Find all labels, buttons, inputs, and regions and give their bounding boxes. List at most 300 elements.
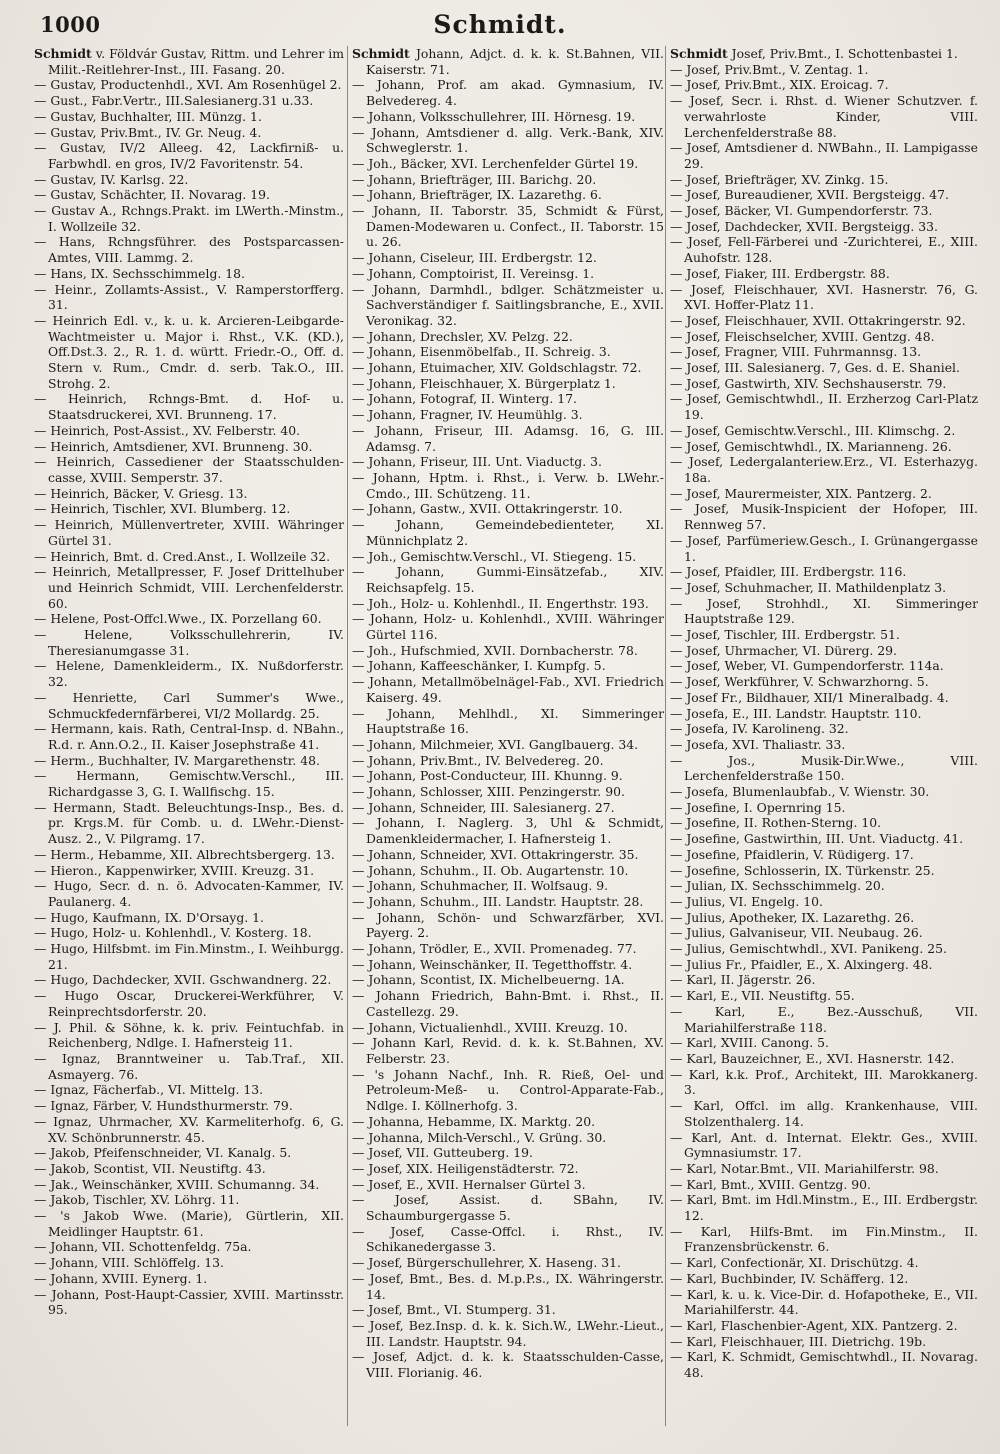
entry-text: — Josef, Briefträger, XV. Zinkg. 15. [670,171,889,187]
entry-text: — Josef, Gastwirth, XIV. Sechshauserstr. 79. [670,375,947,391]
directory-entry [352,784,664,800]
directory-entry [34,549,344,565]
directory-entry [34,501,344,517]
directory-entry [670,658,978,674]
directory-entry [352,46,664,77]
directory-entry [670,580,978,596]
directory-entry [352,501,664,517]
directory-entry [352,1130,664,1146]
entry-text: — Josef, Parfümeriew.Gesch., I. Grünangergasse 1. [670,532,978,564]
entry-text: — Josefine, II. Rothen-Sterng. 10. [670,815,882,831]
directory-entry [670,282,978,313]
entry-text: — Heinrich, Cassediener der Staatsschulden-casse, XVIII. Semperstr. 37. [34,454,344,485]
directory-entry [352,1114,664,1130]
directory-entry [34,266,344,282]
directory-entry [34,564,344,611]
entry-text: — Josef, Bez.Insp. d. k. k. Sich.W., LWehr.-Lieut., III. Landstr. Hauptstr. 94. [352,1317,664,1349]
entry-text: — Johann Friedrich, Bahn-Bmt. i. Rhst., II. Castellezg. 29. [352,988,664,1019]
directory-entry [352,407,664,423]
entry-text: — Herm., Buchhalter, IV. Margarethenstr. 48. [34,752,320,768]
directory-entry [34,1287,344,1318]
directory-entry [34,941,344,972]
entry-text: — Johann, Comptoirist, II. Vereinsg. 1. [352,265,595,281]
entry-text: — Josefa, XVI. Thaliastr. 33. [670,736,846,752]
entry-text: v. Földvár Gustav, Rittm. und Lehrer im Milit.-Reitlehrer-Inst., III. Fasang. 20. [48,46,344,77]
directory-entry [352,517,664,548]
directory-entry [670,972,978,988]
directory-entry [34,910,344,926]
directory-entry [670,533,978,564]
directory-entry [34,313,344,392]
directory-entry [670,957,978,973]
entry-text: — Heinrich, Müllenvertreter, XVIII. Währinger Gürtel 31. [34,517,344,548]
directory-entry [670,344,978,360]
entry-text: — Hugo, Kaufmann, IX. D'Orsayg. 1. [34,909,264,925]
entry-text: — Karl, XVIII. Canong. 5. [670,1035,829,1051]
entry-text: — Joh., Hufschmied, XVII. Dornbacherstr. 78. [352,642,638,658]
directory-entry [34,1208,344,1239]
directory-entry [352,800,664,816]
entry-text: — Johann, Hptm. i. Rhst., i. Verw. b. LWehr.-Cmdo., III. Schützeng. 11. [352,469,664,501]
directory-entry [670,1098,978,1129]
entry-text: — Johann, Darmhdl., bdlger. Schätzmeister u. Sachverständiger f. Saitlingsbranche, E., XVII. Veronikag. 32. [352,281,664,328]
directory-entry [34,439,344,455]
entry-text: — Julian, IX. Sechsschimmelg. 20. [670,878,885,894]
directory-entry [34,753,344,769]
entry-text: — Josef, Fleischhauer, XVII. Ottakringerstr. 92. [670,312,966,328]
entry-text: — Karl, E., VII. Neustiftg. 55. [670,988,855,1004]
directory-entry [34,800,344,847]
entry-text: — Hugo, Dachdecker, XVII. Gschwandnerg. 22. [34,972,332,988]
entry-text: — Johann, Priv.Bmt., IV. Belvedereg. 20. [352,752,604,768]
entry-text: — Heinrich, Amtsdiener, XVI. Brunneng. 30. [34,438,313,454]
entry-text: — Josef, Pfaidler, III. Erdbergstr. 116. [670,564,907,580]
directory-entry [670,878,978,894]
entry-text: — Heinrich, Metallpresser, F. Josef Drittelhuber und Heinrich Schmidt, VIII. Lerchenfelderstr. 60. [34,564,344,611]
entry-text: — Johann, Schuhm., III. Landstr. Hauptstr. 28. [352,893,644,909]
entry-text: — Gustav, IV/2 Alleeg. 42, Lackfirniß- u. Farbwhdl. en gros, IV/2 Favoritenstr. 54. [34,140,344,171]
entry-text: — Josef, Bmt., VI. Stumperg. 31. [352,1302,556,1318]
entry-text: — Josef, Bmt., Bes. d. M.p.P.s., IX. Währingerstr. 14. [352,1270,664,1302]
directory-entry [670,1004,978,1035]
entry-text: — Josef, Ledergalanteriew.Erz., VI. Esterhazyg. 18a. [670,454,978,485]
entry-text: — Karl, Confectionär, XI. Drischützg. 4. [670,1255,919,1271]
entry-text: — Josef, E., XVII. Hernalser Gürtel 3. [352,1176,586,1192]
directory-entry [670,46,978,62]
directory-entry [352,391,664,407]
entry-text: — Hans, IX. Sechsschimmelg. 18. [34,265,245,281]
entry-surname: Schmidt [670,46,728,61]
page-number: 1000 [40,12,101,37]
entry-text: — Josef, Fleischselcher, XVIII. Gentzg. 48. [670,328,935,344]
entry-text: — Helene, Damenkleiderm., IX. Nußdorferstr. 32. [34,658,344,690]
entry-text: — Josef, Musik-Inspicient der Hofoper, III. Rennweg 57. [670,501,978,533]
directory-entry [34,1161,344,1177]
entry-text: — Jak., Weinschänker, XVIII. Schumanng. 34. [34,1176,320,1192]
entry-text: — Karl, Flaschenbier-Agent, XIX. Pantzerg. 2. [670,1317,958,1333]
directory-entry [670,784,978,800]
entry-text: — Josefine, Schlosserin, IX. Türkenstr. 25. [670,862,935,878]
column-2 [352,46,664,1446]
entry-text: Josef, Priv.Bmt., I. Schottenbastei 1. [731,46,958,61]
directory-entry [34,517,344,548]
directory-entry [670,800,978,816]
entry-text: — Josefine, Pfaidlerin, V. Rüdigerg. 17. [670,846,914,862]
directory-entry [352,1192,664,1223]
directory-entry [352,1145,664,1161]
directory-entry [670,234,978,265]
directory-entry [352,1255,664,1271]
entry-text: — Gustav, Buchhalter, III. Münzg. 1. [34,108,262,124]
entry-text: — Ignaz, Uhrmacher, XV. Karmeliterhofg. 6, G. XV. Schönbrunnerstr. 45. [34,1113,344,1145]
entry-text: — Hugo Oscar, Druckerei-Werkführer, V. Reinprechtsdorferstr. 20. [34,988,344,1019]
directory-entry [670,1349,978,1380]
entry-text: — Josef, Amtsdiener d. NWBahn., II. Lampigasse 29. [670,140,978,171]
entry-text: — Jakob, Scontist, VII. Neustiftg. 43. [34,1160,266,1176]
directory-entry [352,596,664,612]
entry-text: — Johann, Schneider, III. Salesianerg. 27. [352,799,615,815]
directory-entry [34,863,344,879]
entry-text: — Jakob, Tischler, XV. Löhrg. 11. [34,1192,240,1208]
directory-entry [352,988,664,1019]
entry-text: — Helene, Post-Offcl.Wwe., IX. Porzellang 60. [34,611,322,627]
entry-text: — Johann, VIII. Schlöffelg. 13. [34,1255,224,1271]
entry-text: — Ignaz, Branntweiner u. Tab.Traf., XII. Asmayerg. 76. [34,1051,344,1082]
entry-text: — Karl, II. Jägerstr. 26. [670,972,816,988]
entry-text: — Josef, Fell-Färberei und -Zurichterei, E., XIII. Auhofstr. 128. [670,234,978,266]
directory-entry [670,439,978,455]
directory-entry [352,250,664,266]
directory-entry [34,1145,344,1161]
entry-text: — Julius, Gemischtwhdl., XVI. Panikeng. 25. [670,941,947,957]
directory-entry [34,1098,344,1114]
entry-text: — Hieron., Kappenwirker, XVIII. Kreuzg. 31. [34,862,315,878]
entry-text: — Josef, Bürgerschullehrer, X. Haseng. 31. [352,1255,621,1271]
entry-text: — Hermann, Gemischtw.Verschl., III. Richardgasse 3, G. I. Wallfischg. 15. [34,768,344,800]
directory-entry [34,234,344,265]
entry-text: — Johann, Schön- und Schwarzfärber, XVI. Payerg. 2. [352,909,664,941]
directory-entry [34,454,344,485]
directory-entry [34,690,344,721]
entry-text: — Johann, Etuimacher, XIV. Goldschlagstr. 72. [352,360,642,376]
directory-entry [34,721,344,752]
entry-text: — Gust., Fabr.Vertr., III.Salesianerg.31 u.33. [34,93,314,109]
entry-text: — Johann, Kaffeeschänker, I. Kumpfg. 5. [352,658,606,674]
column-divider [347,46,348,1426]
entry-text: — Heinrich Edl. v., k. u. k. Arcieren-Leibgarde-Wachtmeister u. Major i. Rhst., V.K. (KD.), Off.Dst.3. 2., R. 1. d. württ. Friedr.-O., Off. d. Stern v. Rum., Cmdr. d. serb. Tak.O., III. Strohg. 2. [34,312,344,391]
directory-entry [352,1020,664,1036]
directory-entry [34,486,344,502]
directory-entry [670,77,978,93]
entry-text: — Hugo, Hilfsbmt. im Fin.Minstm., I. Weihburgg. 21. [34,941,344,972]
entry-text: — Karl, k. u. k. Vice-Dir. d. Hofapotheke, E., VII. Mariahilferstr. 44. [670,1286,978,1318]
entry-text: — Ignaz, Fächerfab., VI. Mittelg. 13. [34,1082,264,1098]
directory-entry [670,329,978,345]
directory-entry [670,1271,978,1287]
directory-entry [352,344,664,360]
directory-entry [670,988,978,1004]
directory-entry [34,1239,344,1255]
directory-entry [352,894,664,910]
entry-text: — Karl, Notar.Bmt., VII. Mariahilferstr. 98. [670,1160,939,1176]
directory-entry [34,1020,344,1051]
entry-text: — 's Johann Nachf., Inh. R. Rieß, Oel- und Petroleum-Meß- u. Control-Apparate-Fab., Ndlge. I. Köllnerhofg. 3. [352,1066,664,1114]
entry-text: — Josef, Tischler, III. Erdbergstr. 51. [670,627,900,643]
directory-entry [670,863,978,879]
directory-entry [352,1224,664,1255]
directory-entry [352,376,664,392]
entry-text: — Gustav, Productenhdl., XVI. Am Rosenhügel 2. [34,77,342,93]
entry-text: — Ignaz, Färber, V. Hundsthurmerstr. 79. [34,1098,293,1114]
directory-entry [352,1349,664,1380]
entry-text: — Johann, Fotograf, II. Winterg. 17. [352,391,577,407]
directory-entry [352,156,664,172]
directory-entry [670,1287,978,1318]
entry-text: — Heinrich, Rchngs-Bmt. d. Hof- u. Staatsdruckerei, XVI. Brunneng. 17. [34,391,344,423]
directory-entry [670,674,978,690]
entry-text: — Karl, Bmt. im Hdl.Minstm., E., III. Erdbergstr. 12. [670,1192,978,1224]
entry-text: — Johann, Friseur, III. Adamsg. 16, G. III. Adamsg. 7. [352,422,664,454]
entry-text: — Karl, Bmt., XVIII. Gentzg. 90. [670,1176,871,1192]
entry-text: — Johann, Briefträger, IX. Lazarethg. 6. [352,187,602,203]
directory-entry [352,611,664,642]
entry-text: — 's Jakob Wwe. (Marie), Gürtlerin, XII. Meidlinger Hauptstr. 61. [34,1208,344,1239]
entry-text: — Josef, Casse-Offcl. i. Rhst., IV. Schikanedergasse 3. [352,1223,664,1255]
entry-text: — Johann, Schuhm., II. Ob. Augartenstr. 10. [352,862,629,878]
directory-entry [670,925,978,941]
directory-entry [34,391,344,422]
entry-text: — Josef, Adjct. d. k. k. Staatsschulden-Casse, VIII. Florianig. 46. [352,1349,664,1381]
directory-entry [670,313,978,329]
directory-entry [34,423,344,439]
entry-text: — Johann, Post-Haupt-Cassier, XVIII. Martinsstr. 95. [34,1286,344,1318]
entry-text: — Karl, Ant. d. Internat. Elektr. Ges., XVIII. Gymnasiumstr. 17. [670,1129,978,1161]
directory-entry [34,282,344,313]
directory-entry [670,1051,978,1067]
entry-text: — Josefine, Gastwirthin, III. Unt. Viaductg. 41. [670,831,964,847]
entry-text: — Johann, Schuhmacher, II. Wolfsaug. 9. [352,878,609,894]
entry-text: — Johann, Gemeindebedienteter, XI. Münnichplatz 2. [352,517,664,548]
entry-text: — Karl, Bauzeichner, E., XVI. Hasnerstr. 142. [670,1051,955,1066]
directory-entry [670,831,978,847]
directory-entry [670,1334,978,1350]
directory-entry [34,1177,344,1193]
directory-entry [670,1192,978,1223]
directory-entry [352,125,664,156]
directory-entry [34,172,344,188]
directory-entry [352,910,664,941]
directory-entry [670,690,978,706]
entry-surname: Schmidt [34,46,92,61]
entry-text: — Johann, Eisenmöbelfab., II. Schreig. 3. [352,344,611,360]
directory-entry [670,62,978,78]
directory-entry [34,46,344,77]
entry-text: — Josef, VII. Gutteuberg. 19. [352,1145,533,1161]
directory-entry [352,878,664,894]
entry-text: — Julius, Galvaniseur, VII. Neubaug. 26. [670,925,923,941]
entry-text: — Johann, Mehlhdl., XI. Simmeringer Hauptstraße 16. [352,705,664,737]
entry-text: — Heinr., Zollamts-Assist., V. Ramperstorfferg. 31. [34,281,344,313]
entry-text: — Johann, Ciseleur, III. Erdbergstr. 12. [352,250,597,266]
directory-entry [34,611,344,627]
entry-text: — Johann, Metallmöbelnägel-Fab., XVI. Friedrich Kaiserg. 49. [352,674,664,705]
directory-entry [670,643,978,659]
entry-text: — Johann, VII. Schottenfeldg. 75a. [34,1239,252,1255]
directory-entry [352,643,664,659]
directory-entry [34,878,344,909]
directory-entry [352,203,664,250]
entry-text: — Josef, Schuhmacher, II. Mathildenplatz 3. [670,579,947,595]
directory-entry [670,1161,978,1177]
entry-text: — Johann, Briefträger, III. Barichg. 20. [352,171,597,187]
entry-text: — Helene, Volksschullehrerin, IV. Theresianumgasse 31. [34,627,344,658]
directory-entry [670,203,978,219]
directory-entry [34,1271,344,1287]
entry-text: — Josef, Fragner, VIII. Fuhrmannsg. 13. [670,344,922,360]
directory-entry [34,1114,344,1145]
entry-text: — Josefine, I. Opernring 15. [670,799,846,815]
directory-entry [670,219,978,235]
directory-entry [352,737,664,753]
entry-text: — Josefa, Blumenlaubfab., V. Wienstr. 30. [670,784,930,800]
directory-entry [670,1177,978,1193]
entry-text: — Johann, Trödler, E., XVII. Promenadeg. 77. [352,941,637,957]
directory-entry [670,706,978,722]
entry-text: — Johann, Post-Conducteur, III. Khunng. 9. [352,768,623,784]
directory-entry [670,391,978,422]
entry-text: — Karl, k.k. Prof., Architekt, III. Marokkanerg. 3. [670,1066,978,1098]
directory-entry [34,847,344,863]
directory-entry [670,486,978,502]
entry-text: — Josef, Assist. d. SBahn, IV. Schaumburgergasse 5. [352,1192,664,1224]
directory-entry [670,1130,978,1161]
entry-text: Johann, Adjct. d. k. k. St.Bahnen, VII. Kaiserstr. 71. [366,46,664,77]
directory-entry [34,203,344,234]
column-1 [34,46,344,1446]
entry-text: — Johann, Scontist, IX. Michelbeuerng. 1A. [352,972,625,988]
directory-entry [670,360,978,376]
entry-text: — Hugo, Secr. d. n. ö. Advocaten-Kammer, IV. Paulanerg. 4. [34,878,344,909]
entry-text: — Josef, XIX. Heiligenstädterstr. 72. [352,1160,579,1176]
directory-entry [670,941,978,957]
entry-text: — Johann, Gastw., XVII. Ottakringerstr. 10. [352,501,623,517]
directory-entry [670,423,978,439]
entry-text: — Gustav, Priv.Bmt., IV. Gr. Neug. 4. [34,124,262,140]
directory-entry [670,1035,978,1051]
directory-entry [352,674,664,705]
entry-text: — Heinrich, Post-Assist., XV. Felberstr. 40. [34,422,301,438]
entry-text: — Johann, I. Naglerg. 3, Uhl & Schmidt, Damenkleidermacher, I. Hafnersteig 1. [352,815,664,847]
entry-text: — Joh., Bäcker, XVI. Lerchenfelder Gürtel 19. [352,155,639,171]
entry-text: — J. Phil. & Söhne, k. k. priv. Feintuchfab. in Reichenberg, Ndlge. I. Hafnersteig 11. [34,1019,344,1051]
directory-entry [670,187,978,203]
entry-text: — Johann, Schneider, XVI. Ottakringerstr. 35. [352,846,639,862]
directory-entry [670,454,978,485]
directory-entry [34,988,344,1019]
directory-entry [352,1271,664,1302]
entry-text: — Josef, Bureaudiener, XVII. Bergsteigg. 47. [670,187,949,203]
directory-entry [34,1192,344,1208]
entry-text: — Karl, Hilfs-Bmt. im Fin.Minstm., II. Franzensbrückenstr. 6. [670,1223,978,1255]
entry-text: — Karl, E., Bez.-Ausschuß, VII. Mariahilferstraße 118. [670,1003,978,1035]
entry-text: — Josef, Uhrmacher, VI. Dürerg. 29. [670,642,897,658]
entry-text: — Johann Karl, Revid. d. k. k. St.Bahnen, XV. Felberstr. 23. [352,1035,664,1066]
entry-text: — Heinrich, Bmt. d. Cred.Anst., I. Wollzeile 32. [34,548,331,564]
entry-text: — Karl, Buchbinder, IV. Schäfferg. 12. [670,1270,909,1286]
entry-surname: Schmidt [352,46,410,61]
entry-text: — Johann, Victualienhdl., XVIII. Kreuzg. 10. [352,1019,628,1035]
entry-text: — Josef, III. Salesianerg. 7, Ges. d. E. Shaniel. [670,360,960,376]
entry-text: — Gustav A., Rchngs.Prakt. im LWerth.-Minstm., I. Wollzeile 32. [34,203,344,234]
directory-entry [352,423,664,454]
entry-text: — Josef, Gemischtwhdl., II. Erzherzog Carl-Platz 19. [670,391,978,423]
directory-entry [352,706,664,737]
entry-text: — Karl, Offcl. im allg. Krankenhause, VIII. Stolzenthalerg. 14. [670,1098,978,1129]
directory-entry [670,596,978,627]
directory-entry [352,187,664,203]
entry-text: — Jos., Musik-Dir.Wwe., VIII. Lerchenfelderstraße 150. [670,752,978,784]
entry-text: — Johann, Prof. am akad. Gymnasium, IV. Belvedereg. 4. [352,77,664,109]
directory-entry [670,501,978,532]
entry-text: — Josef, Weber, VI. Gumpendorferstr. 114a. [670,658,944,674]
entry-text: — Joh., Gemischtw.Verschl., VI. Stiegeng. 15. [352,548,637,564]
directory-entry [670,376,978,392]
directory-entry [670,1255,978,1271]
directory-entry [34,627,344,658]
directory-entry [352,77,664,108]
directory-entry [670,847,978,863]
directory-entry [352,941,664,957]
entry-text: — Josef, Dachdecker, XVII. Bergsteigg. 33. [670,218,939,234]
directory-entry [670,721,978,737]
directory-entry [352,1067,664,1114]
entry-text: — Johann, Weinschänker, II. Tegetthoffstr. 4. [352,956,633,972]
directory-entry [34,1255,344,1271]
directory-entry [34,1082,344,1098]
entry-text: — Johann, Milchmeier, XVI. Ganglbauerg. 34. [352,736,639,752]
entry-text: — Heinrich, Tischler, XVI. Blumberg. 12. [34,501,291,517]
directory-entry [34,77,344,93]
entry-text: — Hans, Rchngsführer. des Postsparcassen-Amtes, VIII. Lammg. 2. [34,234,344,266]
directory-entry [670,140,978,171]
entry-text: — Josef, Fiaker, III. Erdbergstr. 88. [670,265,890,281]
entry-text: — Julius, Apotheker, IX. Lazarethg. 26. [670,909,915,925]
entry-text: — Hugo, Holz- u. Kohlenhdl., V. Kosterg. 18. [34,925,312,941]
directory-entry [34,93,344,109]
directory-entry [34,109,344,125]
directory-entry [352,172,664,188]
directory-entry [34,925,344,941]
directory-entry [352,847,664,863]
directory-entry [34,1051,344,1082]
entry-text: — Julius, VI. Engelg. 10. [670,893,823,909]
entry-text: — Johann, Volksschullehrer, III. Hörnesg. 19. [352,108,636,124]
directory-entry [670,627,978,643]
directory-entry [352,1161,664,1177]
directory-entry [670,894,978,910]
directory-entry [670,1067,978,1098]
entry-text: — Joh., Holz- u. Kohlenhdl., II. Engerthstr. 193. [352,595,649,611]
directory-entry [352,282,664,329]
entry-text: — Josef, Gemischtw.Verschl., III. Klimschg. 2. [670,422,956,438]
entry-text: — Johann, Gummi-Einsätzefab., XIV. Reichsapfelg. 15. [352,564,664,595]
entry-text: — Hermann, Stadt. Beleuchtungs-Insp., Bes. d. pr. Krgs.M. für Comb. u. d. LWehr.-Dienst-Ausz. 2., V. Pilgramg. 17. [34,799,344,847]
directory-entry [352,1035,664,1066]
entry-text: — Johann, Fragner, IV. Heumühlg. 3. [352,407,583,423]
entry-text: — Jakob, Pfeifenschneider, VI. Kanalg. 5. [34,1145,292,1161]
directory-entry [670,1318,978,1334]
directory-entry [352,1302,664,1318]
